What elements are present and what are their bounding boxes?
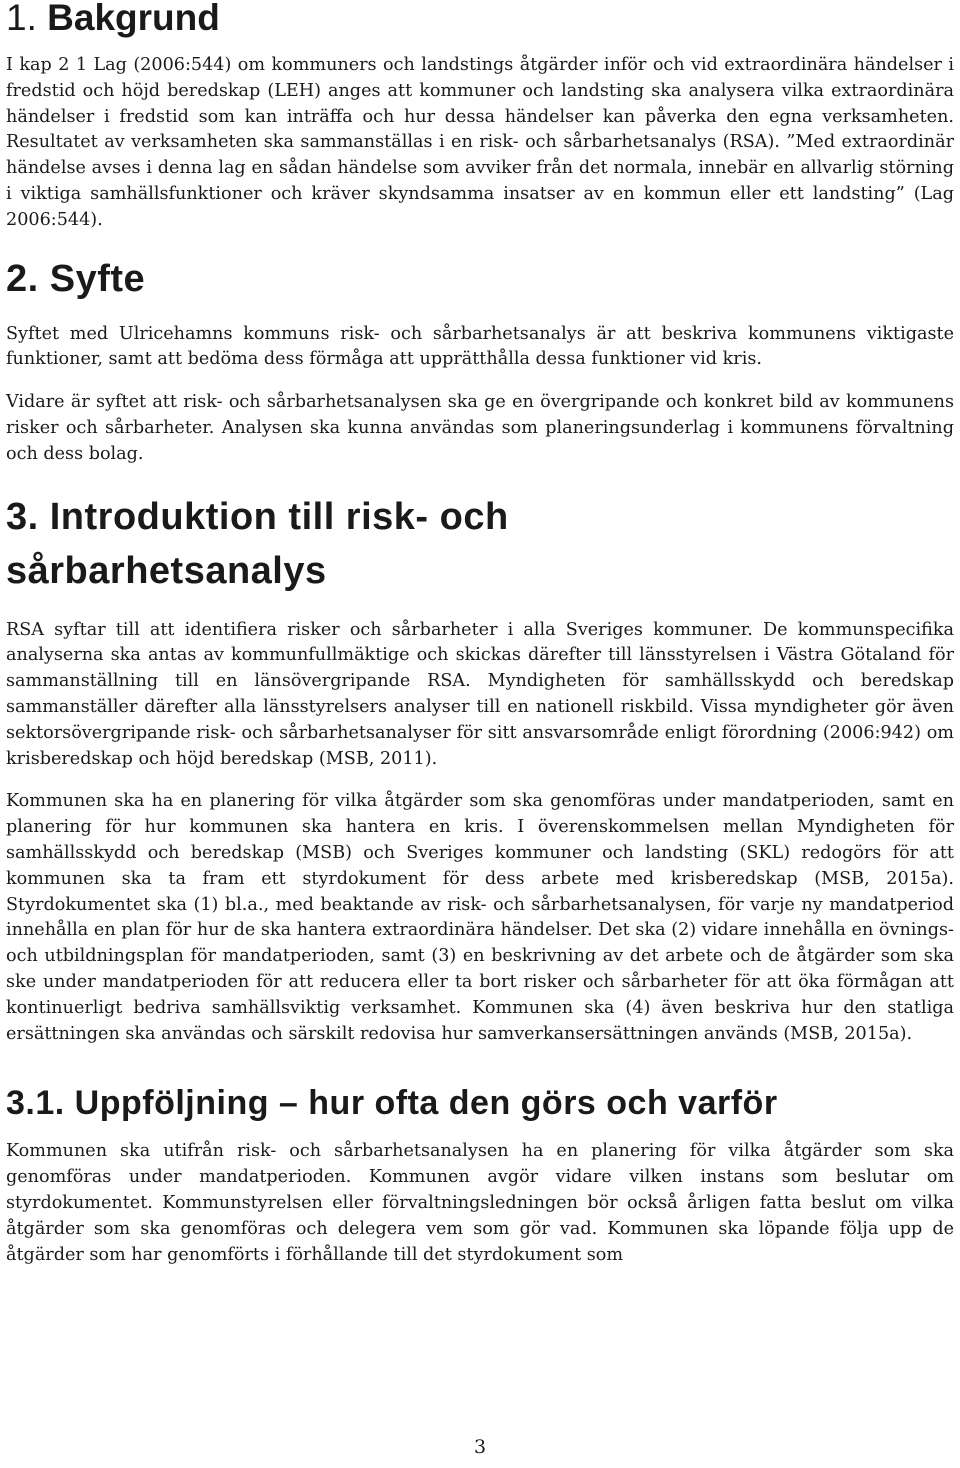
section-1-paragraph: I kap 2 1 Lag (2006:544) om kommuners och landstings åtgärder inför och vid extraordinära händelser i fredstid och höjd beredskap (LEH) anges att kommuner och landsting ska analysera vilka extraordinära händelser i fredstid som kan inträffa och hur dessa händelser kan påverka den egna verksamheten. Resultatet av verksamheten ska sammanställas i en risk- och sårbarhetsanalys (RSA). ”Med extraordinär händelse avses i denna lag en sådan händelse som avviker från det normala, innebär en allvarlig störning i viktiga samhällsfunktioner och kräver skyndsamma insatser av en kommun eller ett landsting” (Lag 2006:544). [6, 55, 954, 230]
document-page [6, 0, 954, 1268]
section-1-number: 1. [6, 0, 37, 38]
section-3-paragraph-1: RSA syftar till att identifiera risker och sårbarheter i alla Sveriges kommuner. De kommunspecifika analyserna ska antas av kommunfullmäktige och skickas därefter till länsstyrelsen i Västra Götaland för sammanställning till en länsövergripande RSA. Myndigheten för samhällsskydd och beredskap sammanställer därefter alla länsstyrelsers analyser till en nationell riskbild. Vissa myndigheter gör även sektorsövergripande risk- och sårbarhetsanalyser för sitt ansvarsområde enligt förordning (2006:942) om krisberedskap och höjd beredskap (MSB, 2011). [6, 619, 954, 769]
section-2-paragraph-1: Syftet med Ulricehamns kommuns risk- och sårbarhetsanalys är att beskriva kommunens viktigaste funktioner, samt att bedöma dess förmåga att upprätthålla dessa funktioner vid kris. [6, 323, 954, 370]
section-3-paragraph-2: Kommunen ska ha en planering för vilka åtgärder som ska genomföras under mandatperioden, samt en planering för hur kommunen ska hantera en kris. I överenskommelsen mellan Myndigheten för samhällsskydd och beredskap (MSB) och Sveriges kommuner och landsting (SKL) redogörs för att kommunen ska ta fram ett styrdokument för dess arbete med krisberedskap (MSB, 2015a). Styrdokumentet ska (1) bl.a., med beaktande av risk- och sårbarhetsanalysen, för varje ny mandatperiod innehålla en plan för hur de ska hantera extraordinära händelser. Det ska (2) vidare innehålla en övnings- och utbildningsplan för mandatperioden, samt (3) en beskrivning av det arbete och de åtgärder som ska ske under mandatperioden för att reducera eller ta bort risker och sårbarheter för att öka förmågan att kontinuerligt bedriva samhällsviktig verksamhet. Kommunen ska (4) även beskriva hur den statliga ersättningen ska användas och särskilt redovisa hur samverkansersättningen används (MSB, 2015a). [6, 791, 954, 1044]
page-number: 3 [473, 1436, 487, 1458]
section-3-heading [6, 490, 954, 598]
section-2-heading: 2. Syfte [6, 257, 146, 300]
section-3-heading-line-2: sårbarhetsanalys [6, 549, 327, 592]
section-1-title: Bakgrund [47, 0, 220, 38]
section-3-heading-line-1: 3. Introduktion till risk- och [6, 495, 509, 538]
section-3-1-heading: 3.1. Uppföljning – hur ofta den görs och varför [6, 1084, 778, 1123]
section-3-1-paragraph: Kommunen ska utifrån risk- och sårbarhetsanalysen ha en planering för vilka åtgärder som ska genomföras under mandatperioden. Kommunen avgör vidare vilken instans som beslutar om styrdokumentet. Kommunstyrelsen eller förvaltningsledningen bör också årligen fatta beslut om vilka åtgärder som ska genomföras och delegera vem som gör vad. Kommunen ska löpande följa upp de åtgärder som har genomförts i förhållande till det styrdokument som [6, 1141, 954, 1265]
section-2-paragraph-2: Vidare är syftet att risk- och sårbarhetsanalysen ska ge en övergripande och konkret bild av kommunens risker och sårbarheter. Analysen ska kunna användas som planeringsunderlag i kommunens förvaltning och dess bolag. [6, 392, 954, 464]
section-1-heading [6, 0, 954, 38]
